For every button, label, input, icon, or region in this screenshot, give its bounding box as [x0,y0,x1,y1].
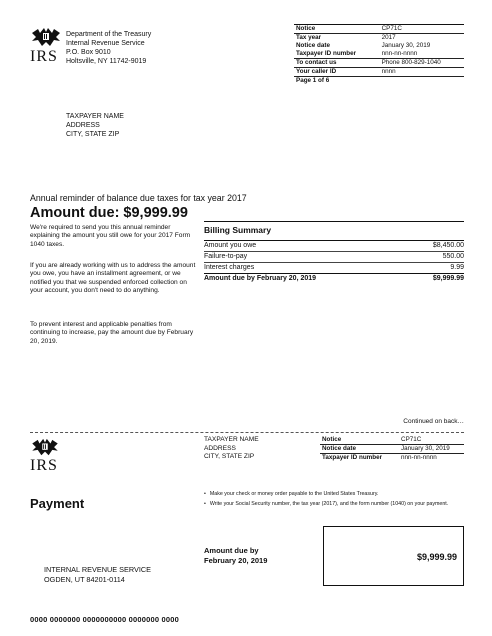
agency-address [66,30,151,66]
recipient-line: TAXPAYER NAME [66,113,124,120]
billing-total-row: Amount due by February 20, 2019 $9,999.99 [204,275,464,282]
billing-summary [204,221,464,284]
agency-line: Holtsville, NY 11742-9019 [66,58,147,65]
irs-eagle-logo-icon [30,27,62,49]
prevent-interest-paragraph: To prevent interest and applicable penalties from continuing to increase, pay the amount due by February 20, 2019. [30,321,194,345]
stub-taxpayer-line: TAXPAYER NAME [204,436,259,443]
stub-info-row: Notice CP71C [320,436,464,445]
payment-instruction-item: • Write your Social Security number, the tax year (2017), and the form number (1040) on your payment. [204,500,466,510]
stub-irs-logo-text: IRS [30,457,58,474]
billing-row: Interest charges 9.99 [204,263,464,274]
agency-line: P.O. Box 9010 [66,49,111,56]
payment-instructions [204,490,466,509]
irs-mailing-address [44,565,151,585]
billing-summary-title: Billing Summary [204,222,464,241]
bullet-icon: • [204,500,206,507]
stub-taxpayer-line: ADDRESS [204,444,236,452]
tear-line [30,432,464,433]
irs-address-line: INTERNAL REVENUE SERVICE [44,565,152,574]
stub-info-row: Notice date January 30, 2019 [320,445,464,454]
irs-logo-text: IRS [30,48,58,65]
agency-line: Department of the Treasury [66,31,152,38]
amount-enclosed-box[interactable] [323,526,464,586]
notice-row: Your caller ID nnnn [294,68,464,77]
payment-title: Payment [30,496,85,511]
notice-info-table [294,24,464,85]
stub-notice-info [320,436,464,462]
notice-row: To contact us Phone 800-829-1040 [294,59,464,68]
recipient-line: CITY, STATE ZIP [66,131,120,138]
stub-amount-due-label: Amount due by February 20, 2019 [204,546,268,565]
stub-info-row: Taxpayer ID number nnn-nn-nnnn [322,454,437,461]
installment-paragraph: If you are already working with us to address the amount you owe, you have an installment agreement, or we notified you that we suspended enforced collection on your account, you don't need to do anything. [30,262,196,295]
recipient-address [66,112,124,139]
continued-on-back: Continued on back… [403,418,464,425]
notice-row: Taxpayer ID number nnn-nn-nnnn [296,50,418,57]
payment-instruction-item: • Make your check or money order payable to the United States Treasury. [204,490,466,500]
scan-line: 0000 0000000 0000000000 0000000 0000 [30,615,180,624]
billing-row: Failure-to-pay 550.00 [204,252,464,263]
stub-taxpayer-address [204,436,259,462]
notice-row: Page 1 of 6 [296,77,330,84]
stub-amount-due-value: $9,999.99 [416,552,457,562]
intro-paragraph: We're required to send you this annual reminder explaining the amount you still owe for your 2017 Form 1040 taxes. [30,224,191,248]
notice-row: Tax year 2017 [296,34,396,41]
notice-row: Notice CP71C [294,25,464,34]
notice-subtitle: Annual reminder of balance due taxes for tax year 2017 [30,193,247,203]
recipient-line: ADDRESS [66,122,100,129]
bullet-icon: • [204,491,206,497]
billing-row: Amount you owe $8,450.00 [204,241,464,252]
notice-row: Notice date January 30, 2019 [296,42,431,49]
stub-irs-eagle-logo-icon [30,438,60,458]
stub-taxpayer-line: CITY, STATE ZIP [204,453,255,460]
amount-due-title: Amount due: $9,999.99 [30,205,188,221]
irs-address-line: OGDEN, UT 84201-0114 [44,575,125,584]
agency-line: Internal Revenue Service [66,40,145,47]
